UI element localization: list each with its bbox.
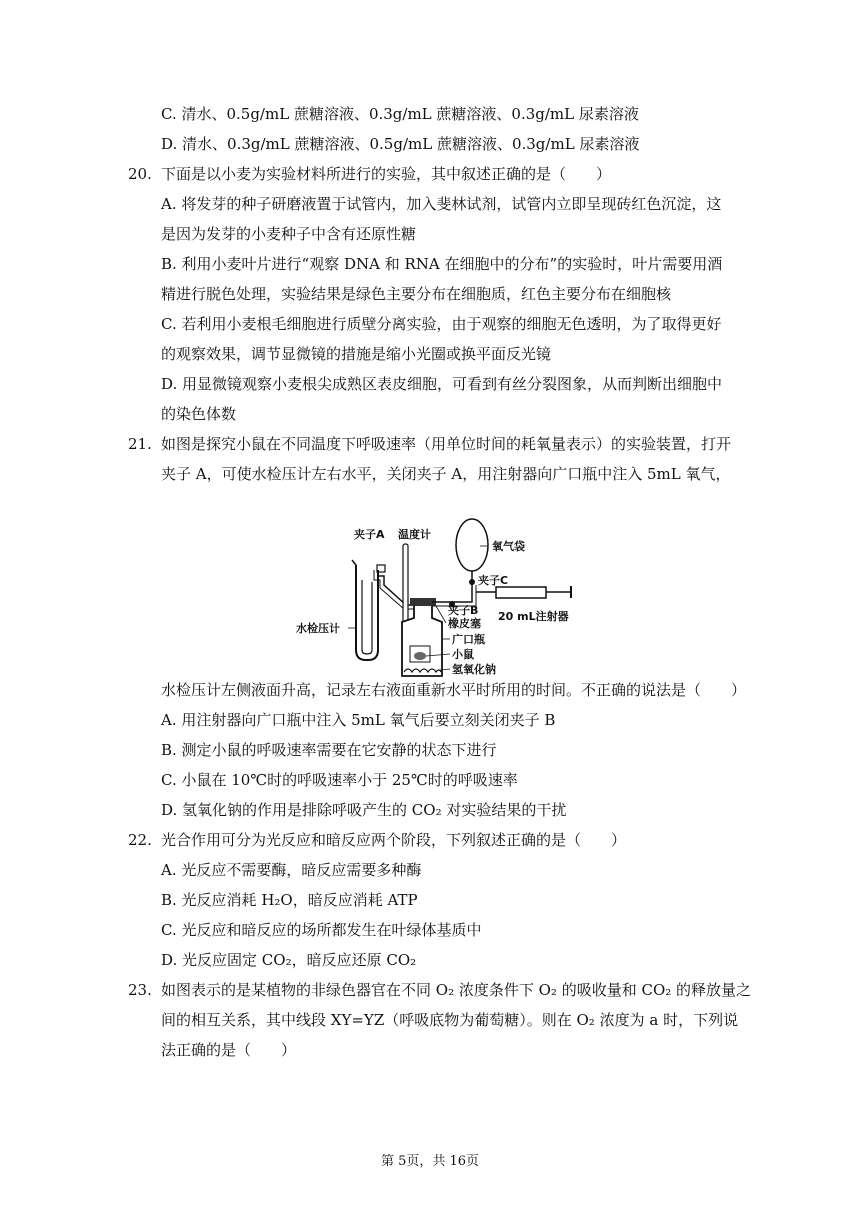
q22-option-b: B. 光反应消耗 H₂O，暗反应消耗 ATP — [161, 891, 418, 909]
q20-option-b-line1: B. 利用小麦叶片进行“观察 DNA 和 RNA 在细胞中的分布”的实验时，叶片需要用酒 — [161, 255, 723, 273]
q21-option-b: B. 测定小鼠的呼吸速率需要在它安静的状态下进行 — [161, 741, 497, 759]
q21-number: 21. — [128, 435, 152, 453]
q22-number: 22. — [128, 831, 152, 849]
q21-option-c: C. 小鼠在 10℃时的呼吸速率小于 25℃时的呼吸速率 — [161, 771, 518, 789]
label-manometer: 水检压计 — [296, 622, 340, 635]
q23-stem-line1: 如图表示的是某植物的非绿色器官在不同 O₂ 浓度条件下 O₂ 的吸收量和 CO₂ 的释放量之 — [161, 981, 752, 999]
option-d-prev: D. 清水、0.3g/mL 蔗糖溶液、0.5g/mL 蔗糖溶液、0.3g/mL 尿素溶液 — [161, 135, 640, 153]
label-clamp-b: 夹子B — [448, 604, 479, 617]
q22-option-a: A. 光反应不需要酶，暗反应需要多种酶 — [161, 861, 422, 879]
syringe-shape — [496, 587, 546, 598]
respiration-apparatus-diagram — [296, 510, 586, 682]
thermometer-shape — [403, 544, 408, 629]
q22-stem: 光合作用可分为光反应和暗反应两个阶段，下列叙述正确的是（ ） — [161, 831, 627, 849]
manometer-tube — [356, 565, 378, 660]
q20-option-c-line2: 的观察效果，调节显微镜的措施是缩小光圈或换平面反光镜 — [161, 345, 552, 363]
label-mouse: 小鼠 — [452, 648, 474, 661]
q20-option-b-line2: 精进行脱色处理，实验结果是绿色主要分布在细胞质，红色主要分布在细胞核 — [161, 285, 672, 303]
option-c-prev: C. 清水、0.5g/mL 蔗糖溶液、0.3g/mL 蔗糖溶液、0.3g/mL 尿素溶液 — [161, 105, 639, 123]
q20-number: 20. — [128, 165, 152, 183]
label-clamp-c: 夹子C — [478, 574, 509, 587]
page-footer: 第 5页，共 16页 — [380, 1154, 480, 1169]
q22-option-d: D. 光反应固定 CO₂，暗反应还原 CO₂ — [161, 951, 417, 969]
mouse-shape — [414, 652, 426, 660]
q21-stem-line3: 水检压计左侧液面升高，记录左右液面重新水平时所用的时间。不正确的说法是（ ） — [161, 681, 747, 699]
label-clamp-a: 夹子A — [354, 528, 385, 541]
label-naoh: 氢氧化钠 — [452, 663, 496, 676]
q23-stem-line3: 法正确的是（ ） — [161, 1041, 297, 1059]
q20-option-c-line1: C. 若利用小麦根毛细胞进行质壁分离实验，由于观察的细胞无色透明，为了取得更好 — [161, 315, 722, 333]
q20-stem: 下面是以小麦为实验材料所进行的实验，其中叙述正确的是（ ） — [161, 165, 612, 183]
q20-option-d-line2: 的染色体数 — [161, 405, 237, 423]
q21-option-d: D. 氢氧化钠的作用是排除呼吸产生的 CO₂ 对实验结果的干扰 — [161, 801, 567, 819]
q23-number: 23. — [128, 981, 152, 999]
label-oxygen-bag: 氧气袋 — [492, 540, 525, 553]
label-thermometer: 温度计 — [398, 528, 431, 541]
label-bottle: 广口瓶 — [452, 633, 485, 646]
q21-stem-line1: 如图是探究小鼠在不同温度下呼吸速率（用单位时间的耗氧量表示）的实验装置，打开 — [161, 435, 732, 453]
oxygen-bag-shape — [456, 519, 488, 571]
q22-option-c: C. 光反应和暗反应的场所都发生在叶绿体基质中 — [161, 921, 482, 939]
q21-option-a: A. 用注射器向广口瓶中注入 5mL 氧气后要立刻关闭夹子 B — [161, 711, 556, 729]
q20-option-d-line1: D. 用显微镜观察小麦根尖成熟区表皮细胞，可看到有丝分裂图象，从而判断出细胞中 — [161, 375, 723, 393]
label-syringe: 20 mL注射器 — [498, 610, 569, 623]
q23-stem-line2: 间的相互关系，其中线段 XY=YZ（呼吸底物为葡萄糖）。则在 O₂ 浓度为 a 时，下列说 — [161, 1011, 739, 1029]
q21-stem-line2: 夹子 A，可使水检压计左右水平，关闭夹子 A，用注射器向广口瓶中注入 5mL 氧气， — [161, 465, 731, 483]
clamp-c-shape — [469, 579, 475, 585]
label-stopper: 橡皮塞 — [448, 617, 481, 630]
q20-option-a-line1: A. 将发芽的种子研磨液置于试管内，加入斐林试剂，试管内立即呈现砖红色沉淀，这 — [161, 195, 722, 213]
q20-option-a-line2: 是因为发芽的小麦种子中含有还原性糖 — [161, 225, 417, 243]
